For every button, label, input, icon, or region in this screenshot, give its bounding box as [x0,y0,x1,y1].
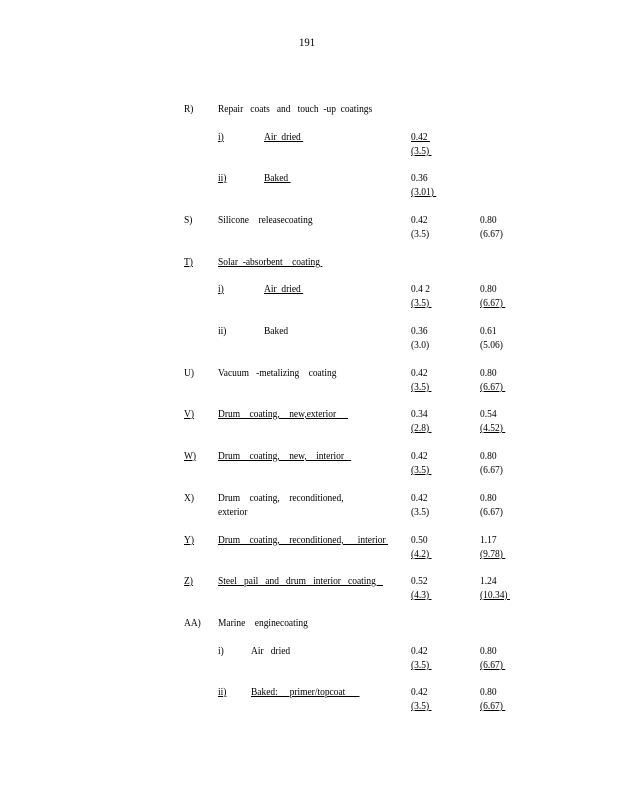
item-text-s: Silicone releasecoating [218,214,313,226]
value-cell: (6.67) [480,506,503,518]
subitem-label: ii) [218,172,227,184]
value-cell: (9.78) [480,548,506,560]
value-cell: 1.17 [480,534,497,546]
value-cell: (3.5) [411,228,430,240]
value-cell: (3.5) [411,297,432,309]
value-cell: (3.01) [411,186,437,198]
value-cell: (6.67) [480,659,506,671]
item-text-x-line2: exterior [218,506,248,518]
value-cell: 0.80 [480,367,497,379]
value-cell: 0.54 [480,408,497,420]
subitem-text: Air dried [264,131,304,143]
value-cell: (3.0) [411,339,430,351]
item-text-r: Repair coats and touch -up coatings [218,103,373,115]
value-cell: (3.5) [411,506,430,518]
item-text-u: Vacuum -metalizing coating [218,367,337,379]
subitem-text: Baked: primer/topcoat [251,686,360,698]
item-label-r: R) [184,103,194,115]
value-cell: 0.80 [480,214,497,226]
item-text-v: Drum coating, new,exterior [218,408,348,420]
value-cell: 0.80 [480,492,497,504]
value-cell: 0.80 [480,645,497,657]
value-cell: 0.36 [411,325,428,337]
value-cell: 0.42 [411,214,428,226]
subitem-text: Air dried [264,283,304,295]
value-cell: 0.36 [411,172,428,184]
subitem-text: Baked [264,325,289,337]
item-text-y: Drum coating, reconditioned, interior [218,534,388,546]
item-label-z: Z) [184,575,193,587]
value-cell: 0.42 [411,492,428,504]
subitem-label: i) [218,645,224,657]
item-label-x: X) [184,492,194,504]
item-label-s: S) [184,214,193,226]
value-cell: 0.34 [411,408,428,420]
subitem-label: i) [218,283,224,295]
page-number: 191 [299,35,316,49]
value-cell: (3.5) [411,381,432,393]
value-cell: 0.42 [411,131,430,143]
value-cell: 1.24 [480,575,497,587]
value-cell: (5.06) [480,339,503,351]
value-cell: (3.5) [411,464,432,476]
item-label-t: T) [184,256,193,268]
value-cell: 0.80 [480,686,497,698]
item-label-u: U) [184,367,194,379]
value-cell: (2.8) [411,422,432,434]
value-cell: (6.67) [480,700,506,712]
item-label-w: W) [184,450,197,462]
value-cell: (4.3) [411,589,432,601]
value-cell: (6.67) [480,228,503,240]
value-cell: 0.80 [480,450,497,462]
value-cell: (3.5) [411,145,432,157]
value-cell: 0.42 [411,645,428,657]
value-cell: 0.4 2 [411,283,430,295]
value-cell: 0.42 [411,450,428,462]
value-cell: (6.67) [480,297,506,309]
value-cell: (3.5) [411,700,432,712]
value-cell: 0.42 [411,686,428,698]
value-cell: 0.61 [480,325,497,337]
value-cell: 0.50 [411,534,428,546]
subitem-label: ii) [218,325,227,337]
item-text-aa: Marine enginecoating [218,617,308,629]
value-cell: (10.34) [480,589,510,601]
item-label-y: Y) [184,534,194,546]
value-cell: 0.52 [411,575,428,587]
item-text-z: Steel pail and drum interior coating [218,575,383,587]
value-cell: (6.67) [480,464,503,476]
value-cell: (4.2) [411,548,432,560]
item-label-v: V) [184,408,194,420]
subitem-text: Air dried [251,645,291,657]
value-cell: (6.67) [480,381,506,393]
subitem-label: i) [218,131,224,143]
subitem-label: ii) [218,686,227,698]
item-text-t: Solar -absorbent coating [218,256,323,268]
value-cell: 0.42 [411,367,428,379]
item-text-x: Drum coating, reconditioned, [218,492,344,504]
value-cell: (3.5) [411,659,432,671]
item-text-w: Drum coating, new, interior [218,450,352,462]
value-cell: (4.52) [480,422,506,434]
value-cell: 0.80 [480,283,497,295]
item-label-aa: AA) [184,617,201,629]
subitem-text: Baked [264,172,291,184]
